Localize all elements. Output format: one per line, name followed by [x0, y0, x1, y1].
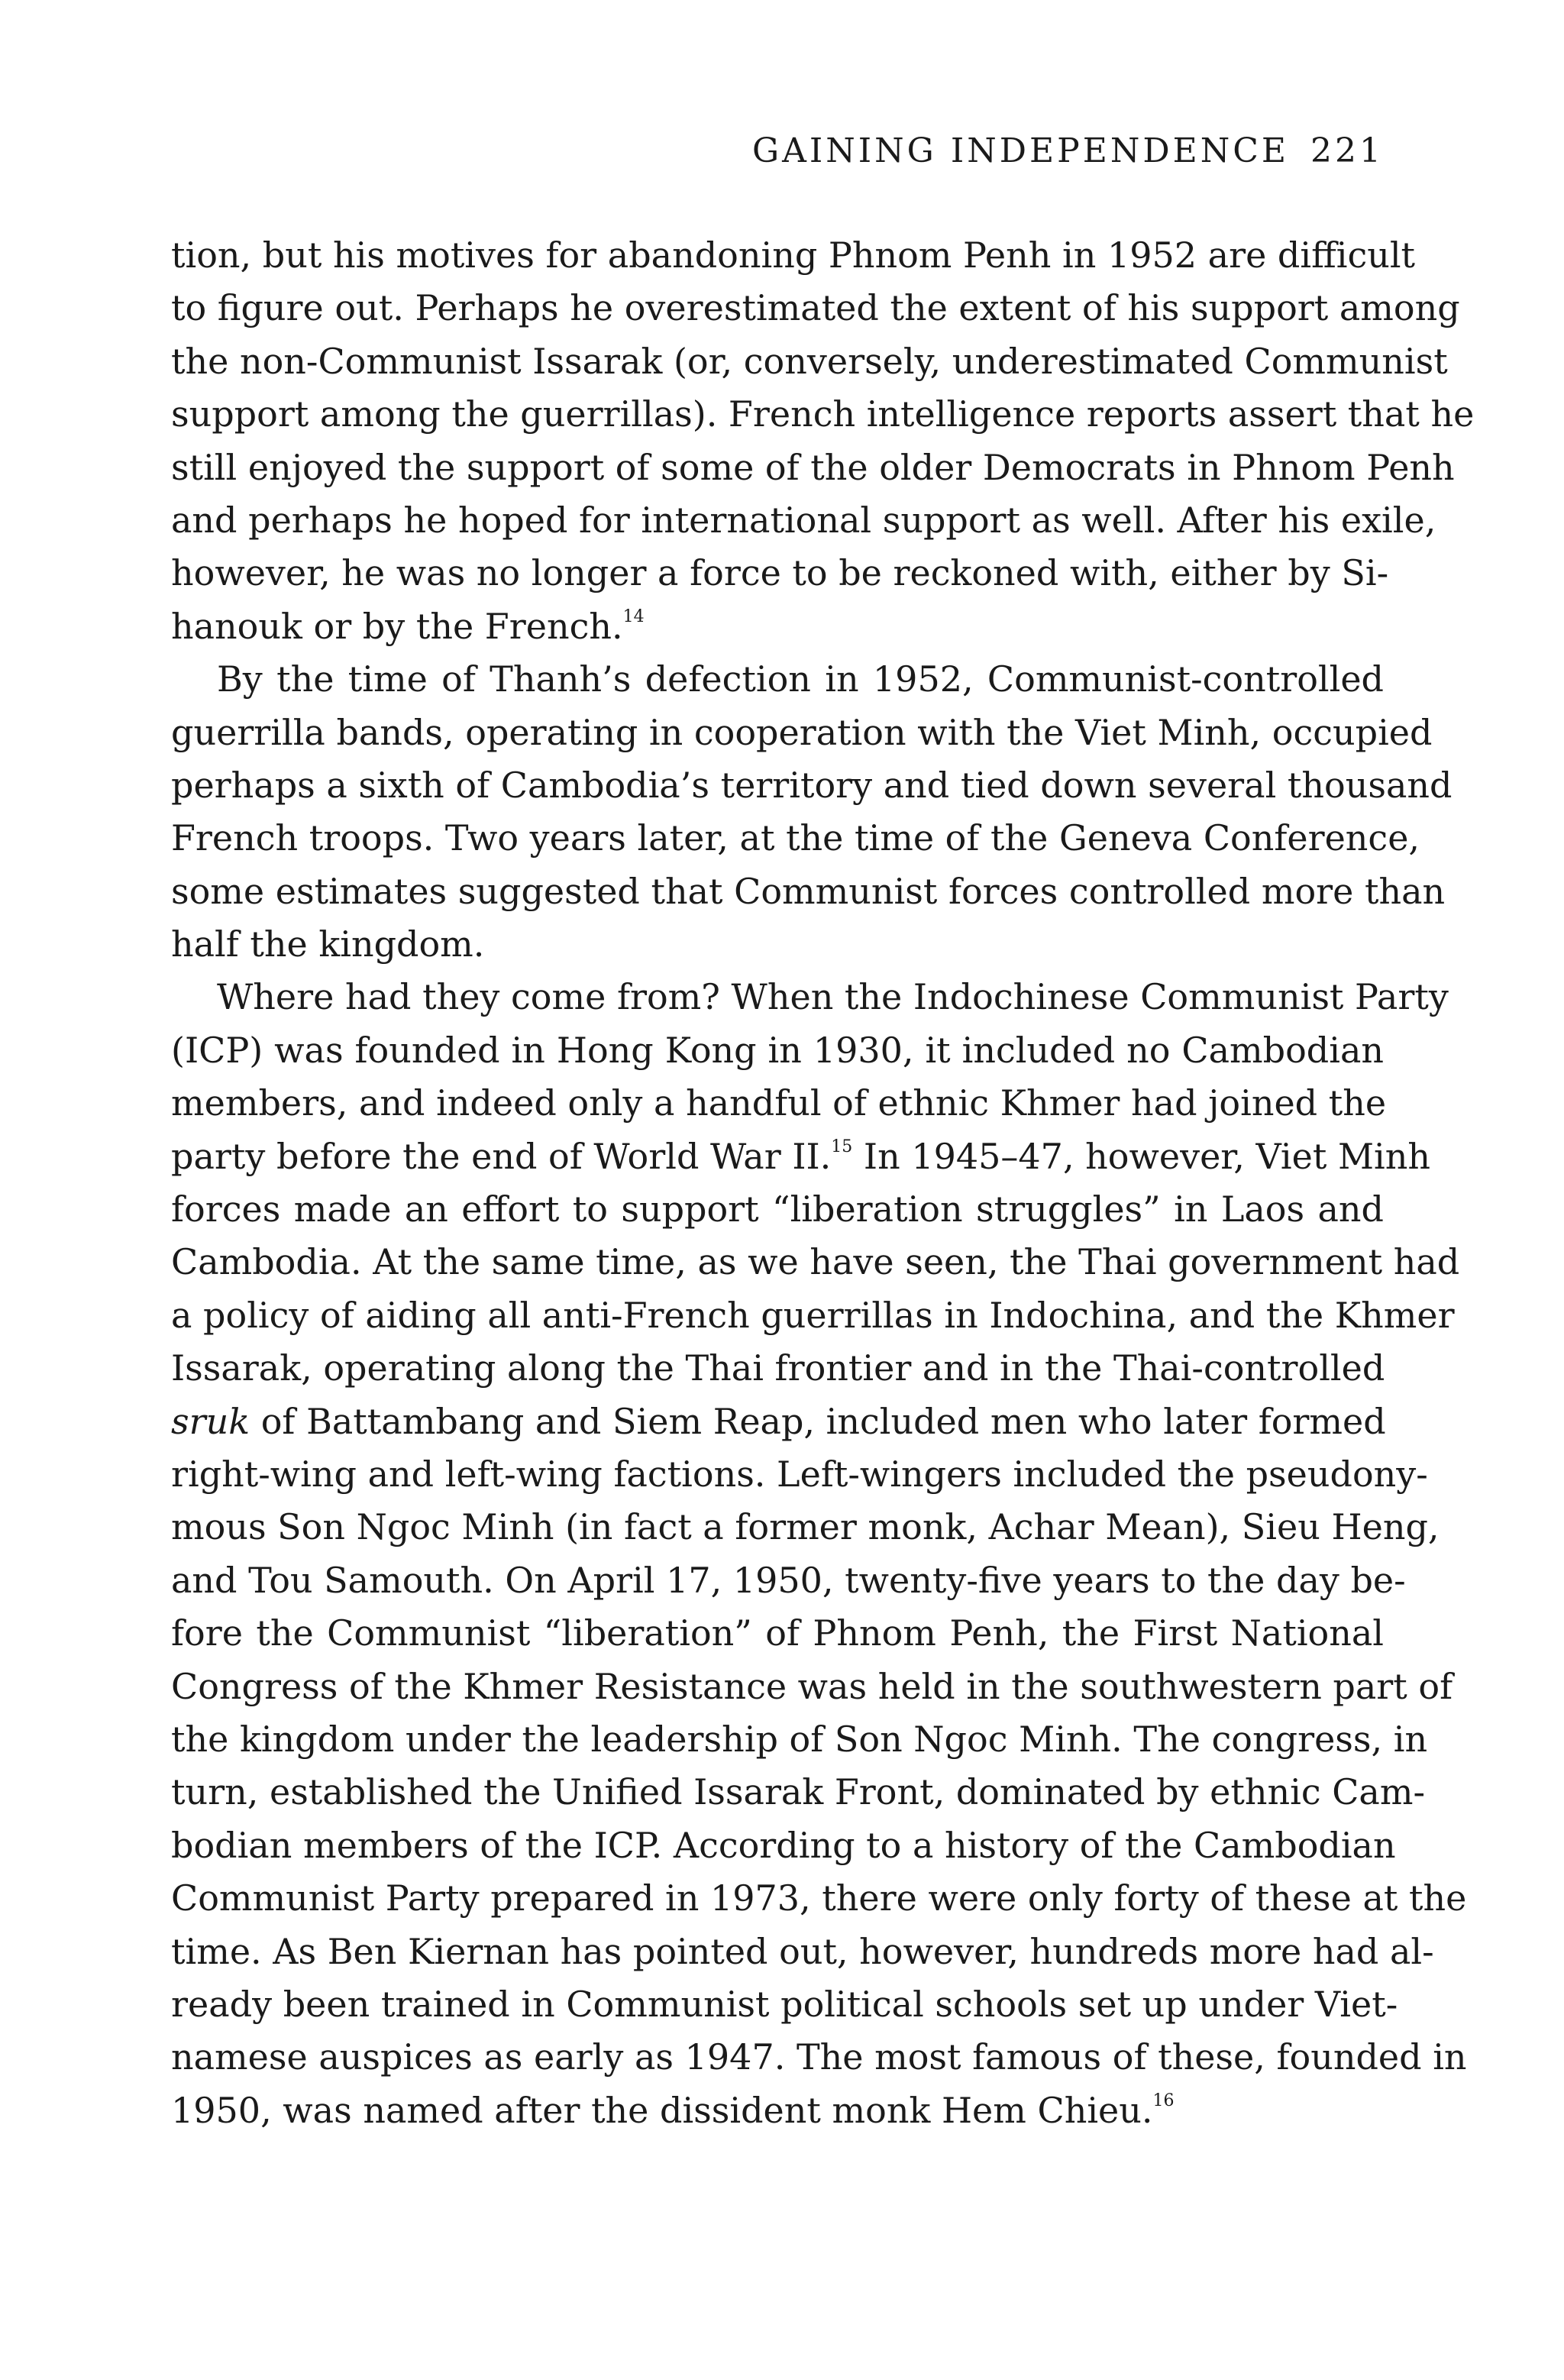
text-line: time. As Ben Kiernan has pointed out, however, hundreds more had al-	[171, 1930, 1434, 1972]
footnote-ref: 16	[1152, 2091, 1175, 2110]
text-line: support among the guerrillas). French intelligence reports assert that he	[171, 393, 1475, 435]
text-line	[171, 600, 1384, 653]
running-head	[752, 128, 1384, 174]
paragraph	[171, 229, 1475, 653]
text-line: and Tou Samouth. On April 17, 1950, twenty-five years to the day be-	[171, 1559, 1406, 1601]
text-line: turn, established the Unified Issarak Front, dominated by ethnic Cam-	[171, 1771, 1426, 1813]
text-line: mous Son Ngoc Minh (in fact a former monk, Achar Mean), Sieu Heng,	[171, 1506, 1440, 1548]
text-line: half the kingdom.	[171, 923, 485, 965]
text-line: fore the Communist “liberation” of Phnom Penh, the First National	[171, 1612, 1384, 1654]
text-line: bodian members of the ICP. According to a history of the Cambodian	[171, 1824, 1396, 1866]
text-run: of Battambang and Siem Reap, included men who later formed	[250, 1400, 1386, 1442]
paragraph	[171, 653, 1453, 971]
text-line: and perhaps he hoped for international support as well. After his exile,	[171, 499, 1436, 541]
text-line: the kingdom under the leadership of Son Ngoc Minh. The congress, in	[171, 1718, 1428, 1760]
text-line: however, he was no longer a force to be reckoned with, either by Si-	[171, 552, 1389, 594]
text-line: still enjoyed the support of some of the older Democrats in Phnom Penh	[171, 446, 1455, 488]
text-line	[171, 1395, 1384, 1448]
text-line: (ICP) was founded in Hong Kong in 1930, it included no Cambodian	[171, 1029, 1384, 1071]
text-line: perhaps a sixth of Cambodia’s territory and tied down several thousand	[171, 764, 1453, 806]
text-line: Communist Party prepared in 1973, there were only forty of these at the	[171, 1877, 1467, 1919]
text-run: party before the end of World War II.	[171, 1135, 832, 1177]
text-line	[171, 1130, 1431, 1183]
text-line: to figure out. Perhaps he overestimated the extent of his support among	[171, 287, 1460, 329]
text-line: right-wing and left-wing factions. Left-wingers included the pseudony-	[171, 1453, 1428, 1495]
italic-term: sruk	[171, 1400, 250, 1442]
text-line: namese auspices as early as 1947. The most famous of these, founded in	[171, 2036, 1467, 2078]
text-line: the non-Communist Issarak (or, conversely, underestimated Communist	[171, 340, 1448, 382]
text-line: guerrilla bands, operating in cooperation with the Viet Minh, occupied	[171, 711, 1433, 753]
text-line: forces made an effort to support “liberation struggles” in Laos and	[171, 1188, 1384, 1230]
text-line	[171, 2084, 1384, 2137]
text-line: By the time of Thanh’s defection in 1952, Communist-controlled	[217, 658, 1384, 700]
footnote-ref: 15	[831, 1137, 853, 1156]
footnote-ref: 14	[622, 606, 645, 626]
text-line: Issarak, operating along the Thai frontier and in the Thai-controlled	[171, 1347, 1385, 1389]
text-line: French troops. Two years later, at the time of the Geneva Conference,	[171, 817, 1420, 859]
text-line: ready been trained in Communist political schools set up under Viet-	[171, 1983, 1398, 2025]
page-number: 221	[1310, 131, 1384, 170]
text-run: 1950, was named after the dissident monk Hem Chieu.	[171, 2089, 1153, 2131]
text-line: tion, but his motives for abandoning Phnom Penh in 1952 are difficult	[171, 234, 1416, 276]
text-run: In 1945–47, however, Viet Minh	[852, 1135, 1431, 1177]
text-line: a policy of aiding all anti-French guerrillas in Indochina, and the Khmer	[171, 1294, 1455, 1336]
text-run: hanouk or by the French.	[171, 605, 623, 647]
text-line: Where had they come from? When the Indochinese Communist Party	[217, 976, 1449, 1018]
running-title: GAINING INDEPENDENCE	[752, 131, 1290, 170]
text-line: Cambodia. At the same time, as we have seen, the Thai government had	[171, 1241, 1460, 1283]
text-line: Congress of the Khmer Resistance was held in the southwestern part of	[171, 1665, 1453, 1707]
paragraph	[171, 971, 1467, 2137]
body-text	[171, 229, 1475, 2137]
text-line: members, and indeed only a handful of ethnic Khmer had joined the	[171, 1082, 1387, 1124]
text-line: some estimates suggested that Communist forces controlled more than	[171, 870, 1446, 912]
